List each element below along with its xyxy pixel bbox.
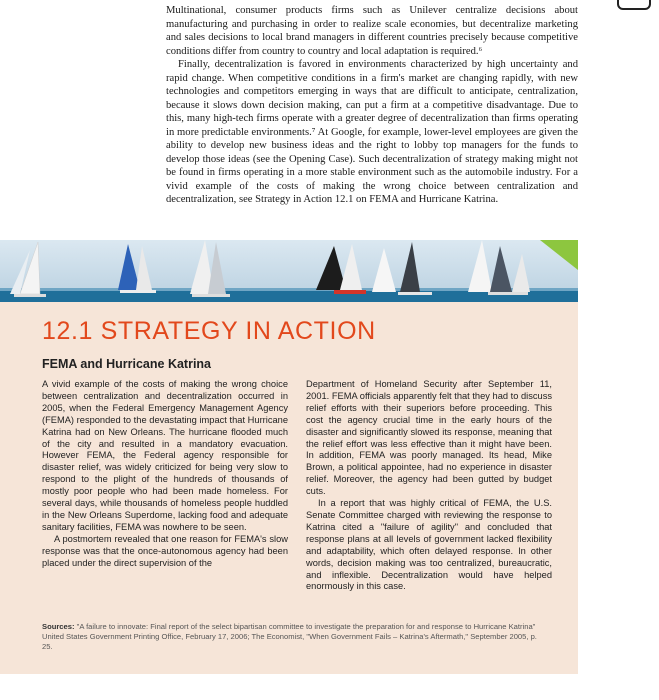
- box-heading: FEMA and Hurricane Katrina: [42, 357, 212, 371]
- sources-label: Sources:: [42, 622, 75, 631]
- page-corner-tab: [617, 0, 651, 10]
- sailboat-banner-image: [0, 240, 578, 302]
- box-title: 12.1 STRATEGY IN ACTION: [42, 317, 376, 345]
- box-paragraph: In a report that was highly critical of FEMA, the U.S. Senate Committee charged with reviewing the response to Katrina cited a "failure of agility" and concluded that response plans at all levels of government lacked flexibility and adaptability, which often delayed response. In other words, decision making was too centralized, bureaucratic, and inflexible. Decentralization would have helped enormously in this case.: [306, 498, 552, 592]
- body-text: [166, 4, 578, 207]
- box-paragraph: A postmortem revealed that one reason for FEMA's slow response was that the once-autonomous agency had been placed under the direct supervision of the: [42, 533, 288, 568]
- body-paragraph: Multinational, consumer products firms such as Unilever centralize decisions about manufacturing and purchasing in order to realize scale economies, but decentralize marketing and sales decisions to local brand managers in different countries precisely because competitive conditions differ from country to country and local adaptation is required.⁶: [166, 5, 578, 57]
- sailboat-photo: [0, 240, 578, 302]
- strategy-in-action-box: [0, 302, 578, 674]
- box-paragraph: A vivid example of the costs of making the wrong choice between centralization and decentralization occurred in 2005, when the Federal Emergency Management Agency (FEMA) responded to the devastating impact that Hurricane Katrina had on New Orleans. The hurricane flooded much of the city and resulted in a mandatory evacuation. However FEMA, the Federal agency responsible for disaster relief, was widely criticized for being very slow to respond to the plight of the hundreds of thousands of mostly poor people who had been made homeless. For several days, while thousands of homeless people huddled in the New Orleans Superdome, lacking food and adequate sanitary facilities, FEMA was nowhere to be seen.: [42, 379, 288, 532]
- box-paragraph: Department of Homeland Security after September 11, 2001. FEMA officials apparently felt that they had to discuss relief efforts with their superiors before proceeding. This cost the agency crucial time in the early hours of the disaster and significantly slowed its response, meaning that the relief effort was less effective than it might have been. In addition, FEMA was poorly managed. Its head, Mike Brown, a political appointee, had no experience in disaster relief. Moreover, the agency had been gutted by budget cuts.: [306, 379, 552, 497]
- sources-text: "A failure to innovate: Final report of the select bipartisan committee to investigate the preparation for and response to Hurricane Katrina" United States Government Printing Office, February 17, 2006; The Economist, "When Government Fails – Katrina's Aftermath," September 2005, p. 25.: [42, 622, 537, 651]
- body-paragraph: Finally, decentralization is favored in environments characterized by high uncertainty and rapid change. When competitive conditions in a firm's market are changing rapidly, with new technologies and competitors emerging in ways that are difficult to anticipate, centralization, because it slows down decision making, can put a firm at a competitive disadvantage. Due to this, many high-tech firms operate with a greater degree of decentralization than firms operating in more predictable environments.⁷ At Google, for example, lower-level employees are given the ability to develop new business ideas and the right to lobby top managers for the funds to develop those ideas (see the Opening Case). Such decentralization of strategy making might not be found in firms operating in a more stable environment such as the automobile industry. For a vivid example of the costs of making the wrong choice between centralization and decentralization, see Strategy in Action 12.1 on FEMA and Hurricane Katrina.: [166, 59, 578, 205]
- box-left-column: [42, 379, 288, 570]
- box-right-column: [306, 379, 552, 593]
- sources-note: [42, 622, 542, 652]
